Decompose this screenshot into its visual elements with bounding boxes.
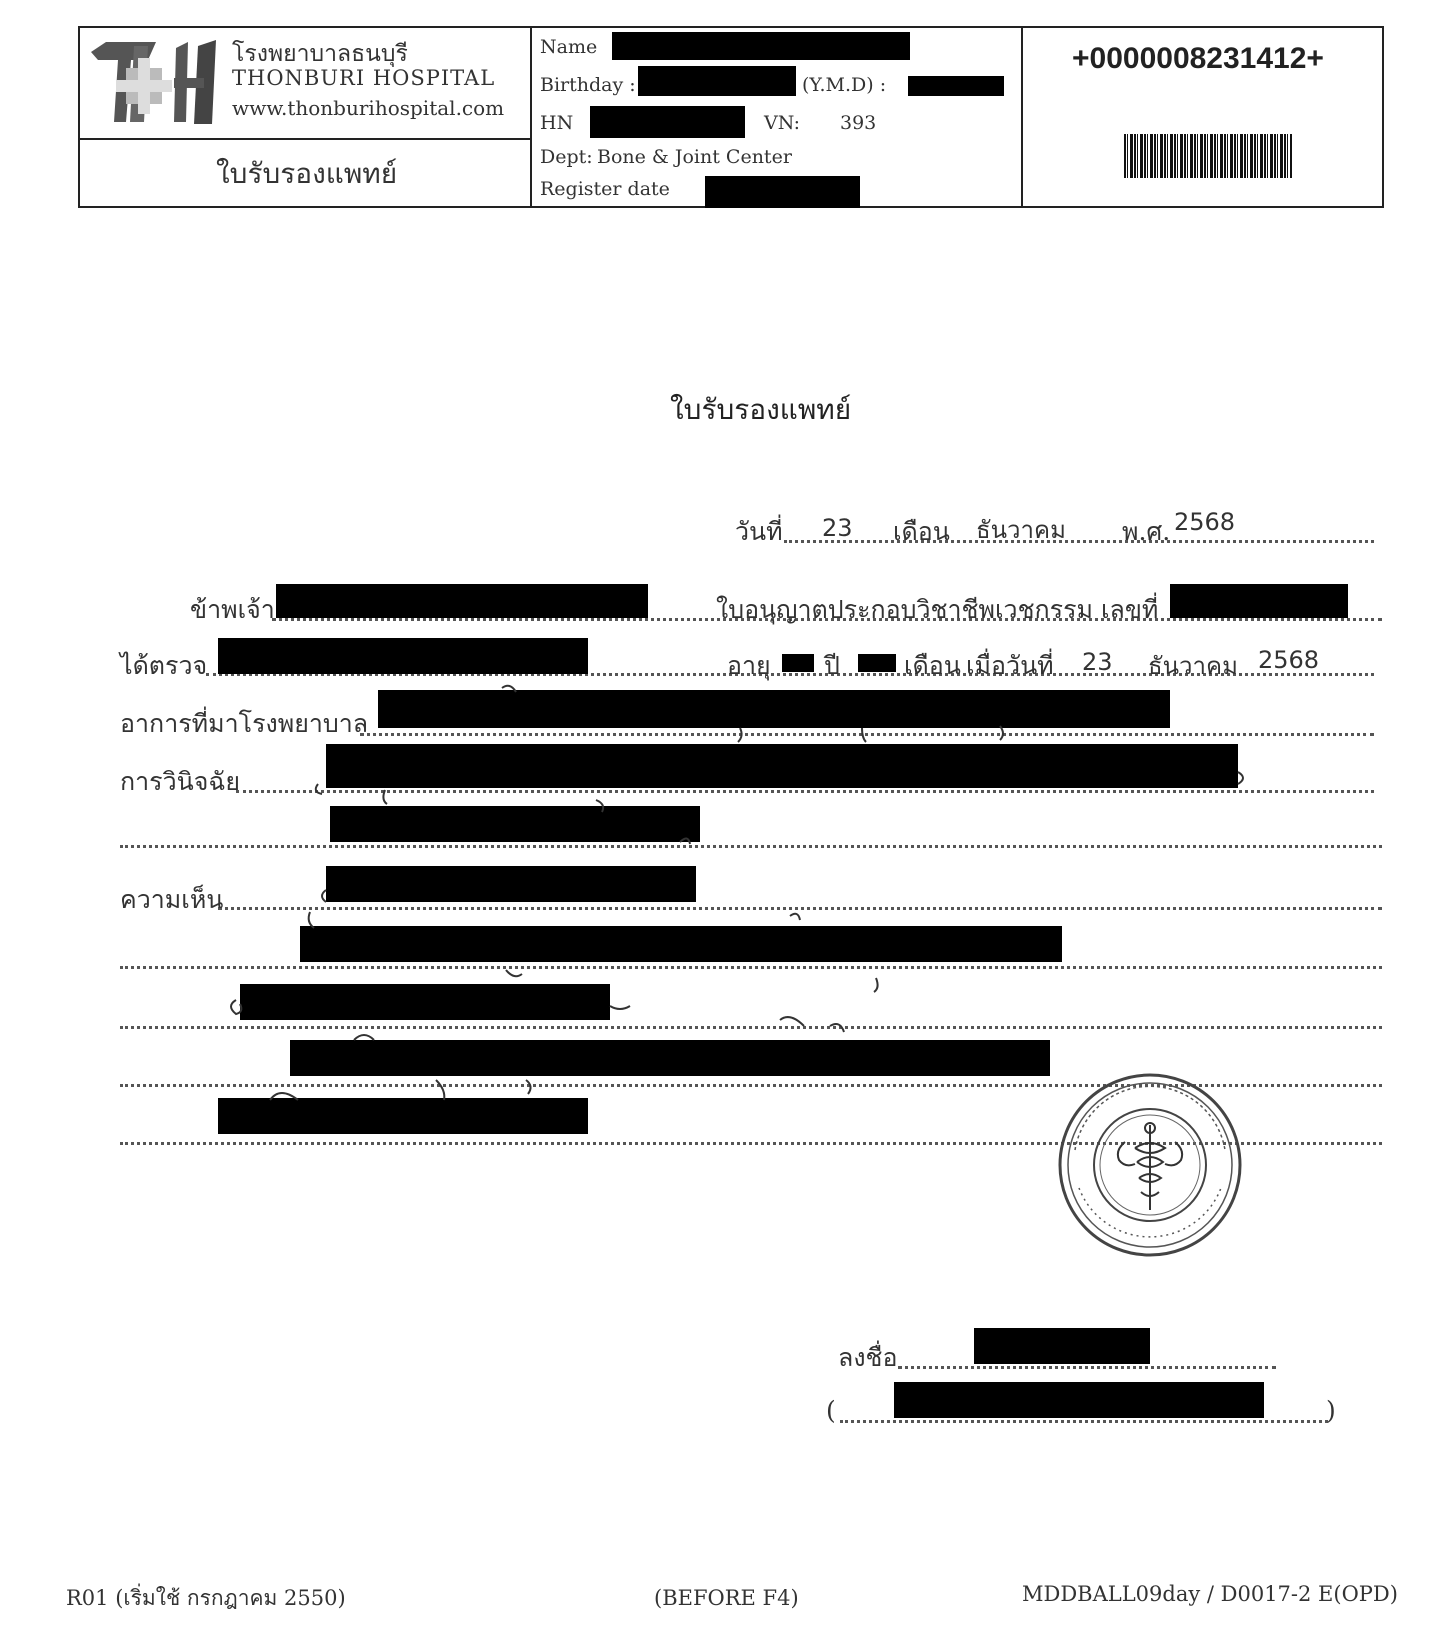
exam-month-value: ธันวาคม bbox=[1148, 652, 1238, 680]
date-year-value: 2568 bbox=[1174, 508, 1236, 536]
year-label: ปี bbox=[824, 651, 840, 680]
document-number: +0000008231412+ bbox=[1072, 42, 1324, 75]
certificate-title: ใบรับรองแพทย์ bbox=[670, 393, 852, 426]
month-label: เดือน bbox=[904, 651, 961, 680]
hospital-name-th: โรงพยาบาลธนบุรี bbox=[232, 41, 408, 67]
name-paren-dotline bbox=[840, 1420, 1328, 1423]
vn-value: 393 bbox=[840, 112, 877, 134]
exam-year-value: 2568 bbox=[1258, 646, 1320, 674]
paren-close: ) bbox=[1326, 1396, 1336, 1425]
exam-day-value: 23 bbox=[1082, 648, 1113, 676]
dept-value: Bone & Joint Center bbox=[597, 146, 792, 168]
date-year-label: พ.ศ. bbox=[1122, 517, 1171, 546]
paren-open: ( bbox=[826, 1396, 836, 1425]
hospital-name-en: THONBURI HOSPITAL bbox=[232, 66, 496, 90]
vn-label: VN: bbox=[764, 112, 801, 134]
hn-label: HN bbox=[540, 112, 574, 134]
opinion-label: ความเห็น bbox=[120, 885, 224, 914]
footer-form-code: R01 (เริ่มใช้ กรกฎาคม 2550) bbox=[66, 1586, 346, 1610]
footer-size-note: (BEFORE F4) bbox=[654, 1586, 799, 1610]
ymd-label: (Y.M.D) : bbox=[802, 74, 887, 96]
i-label: ข้าพเจ้า bbox=[190, 595, 275, 624]
date-day-label: วันที่ bbox=[735, 517, 783, 546]
on-date-label: เมื่อวันที่ bbox=[966, 651, 1054, 680]
symptoms-label: อาการที่มาโรงพยาบาล bbox=[120, 709, 369, 738]
hospital-website: www.thonburihospital.com bbox=[232, 96, 505, 120]
redacted-signature bbox=[974, 1328, 1150, 1364]
signature-dotline bbox=[898, 1366, 1276, 1369]
footer-doc-ref: MDDBALL09day / D0017-2 E(OPD) bbox=[1022, 1582, 1398, 1606]
signature-label: ลงชื่อ bbox=[838, 1343, 898, 1372]
hospital-seal-icon bbox=[1055, 1070, 1245, 1260]
date-month-value: ธันวาคม bbox=[976, 516, 1066, 544]
date-day-value: 23 bbox=[822, 514, 853, 542]
diagnosis-label: การวินิจฉัย bbox=[120, 767, 241, 796]
name-label: Name bbox=[540, 36, 598, 58]
birthday-label: Birthday : bbox=[540, 74, 636, 96]
date-month-label: เดือน bbox=[893, 517, 950, 546]
register-date-label: Register date bbox=[540, 178, 670, 200]
header-form-title: ใบรับรองแพทย์ bbox=[216, 157, 398, 190]
age-label: อายุ bbox=[727, 651, 771, 680]
dept-label: Dept: bbox=[540, 146, 593, 168]
examined-label: ได้ตรวจ bbox=[120, 651, 208, 680]
license-label: ใบอนุญาตประกอบวิชาชีพเวชกรรม เลขที่ bbox=[716, 595, 1159, 624]
redacted-doctor-printed-name bbox=[894, 1382, 1264, 1418]
